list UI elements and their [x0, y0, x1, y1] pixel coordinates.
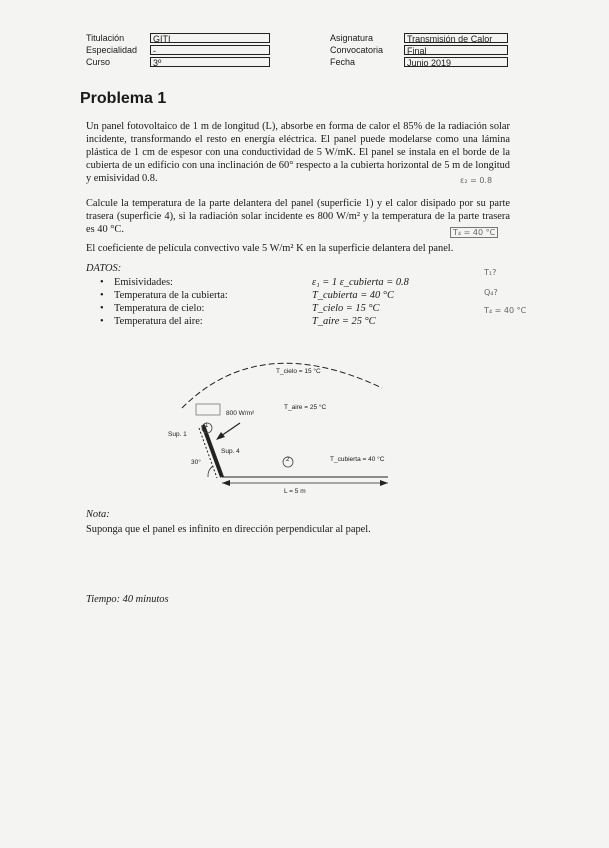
especialidad-value: -: [150, 45, 270, 55]
tiempo-text: Tiempo: 40 minutos: [86, 594, 169, 605]
datos-label: Temperatura de cielo:: [114, 303, 205, 314]
dimension-arrow-left: [222, 480, 230, 486]
problem-title: Problema 1: [80, 90, 167, 107]
problem-paragraph-3: El coeficiente de película convectivo vale 5 W/m² K en la superficie delantera del panel.: [86, 243, 454, 254]
angle-arc: [208, 466, 213, 477]
surface-2-number: 2: [286, 457, 290, 463]
handwritten-note: ε₂ = 0.8: [460, 176, 493, 185]
datos-value: ε₁ = 1 ε_cubierta = 0.8: [312, 277, 409, 288]
handwritten-note: Q₄?: [484, 288, 498, 297]
titulacion-label: Titulación: [86, 33, 125, 43]
convocatoria-label: Convocatoria: [330, 45, 384, 55]
datos-value: T_cubierta = 40 °C: [312, 290, 394, 301]
handwritten-box: [196, 404, 220, 415]
radiation-label: 800 W/m²: [226, 410, 255, 417]
handwritten-note: T₁?: [484, 268, 497, 277]
angle-label: 30°: [191, 459, 201, 466]
asignatura-label: Asignatura: [330, 33, 374, 43]
especialidad-label: Especialidad: [86, 45, 138, 55]
problem-paragraph-2: Calcule la temperatura de la parte delantera del panel (superficie 1) y el calor disipado por su parte trasera (superficie 4), si la radiación solar incidente es 800 W/m² y la temperatura de la parte trasera es 40 °C.: [86, 198, 510, 235]
datos-value: T_aire = 25 °C: [312, 316, 376, 327]
fecha-value: Junio 2019: [404, 57, 508, 67]
asignatura-value: Transmisión de Calor: [404, 33, 508, 43]
bullet: •: [100, 303, 104, 314]
radiation-arrowhead: [216, 432, 225, 440]
t-aire-label: T_aire = 25 °C: [284, 404, 327, 411]
bullet: •: [100, 316, 104, 327]
handwritten-note: T₄ = 40 °C: [484, 306, 527, 315]
t-cielo-label: T_cielo = 15 °C: [276, 368, 321, 375]
length-label: L = 5 m: [284, 488, 306, 495]
datos-label: Temperatura del aire:: [114, 316, 203, 327]
fecha-label: Fecha: [330, 57, 356, 67]
datos-label: Temperatura de la cubierta:: [114, 290, 228, 301]
bullet: •: [100, 290, 104, 301]
t-cubierta-label: T_cubierta = 40 °C: [330, 456, 385, 463]
nota-text: Suponga que el panel es infinito en dirección perpendicular al papel.: [86, 524, 371, 535]
titulacion-value: GITI: [150, 33, 270, 43]
datos-label: Emisividades:: [114, 277, 173, 288]
datos-value: T_cielo = 15 °C: [312, 303, 380, 314]
curso-label: Curso: [86, 57, 111, 67]
sup1-label: Sup. 1: [168, 431, 187, 438]
convocatoria-value: Final: [404, 45, 508, 55]
dimension-arrow-right: [380, 480, 388, 486]
handwritten-note: T₄ = 40 °C: [450, 227, 498, 238]
surface-1-number: 1: [205, 423, 209, 429]
bullet: •: [100, 277, 104, 288]
sup4-label: Sup. 4: [221, 448, 240, 455]
datos-title: DATOS:: [86, 263, 122, 274]
nota-title: Nota:: [86, 509, 110, 520]
problem-paragraph-1: Un panel fotovoltaico de 1 m de longitud (L), absorbe en forma de calor el 85% de la radiación solar incidente, transformando el resto en energía eléctrica. El panel puede modelarse como una lámina plástica de 1 cm de espesor con una conductividad de 5 W/mK. El panel se instala en el borde de la cubierta de un edificio con una inclinación de 60° respecto a la cubierta horizontal de 5 m de longitud y emisividad 0.8.: [86, 121, 510, 184]
curso-value: 3º: [150, 57, 270, 67]
